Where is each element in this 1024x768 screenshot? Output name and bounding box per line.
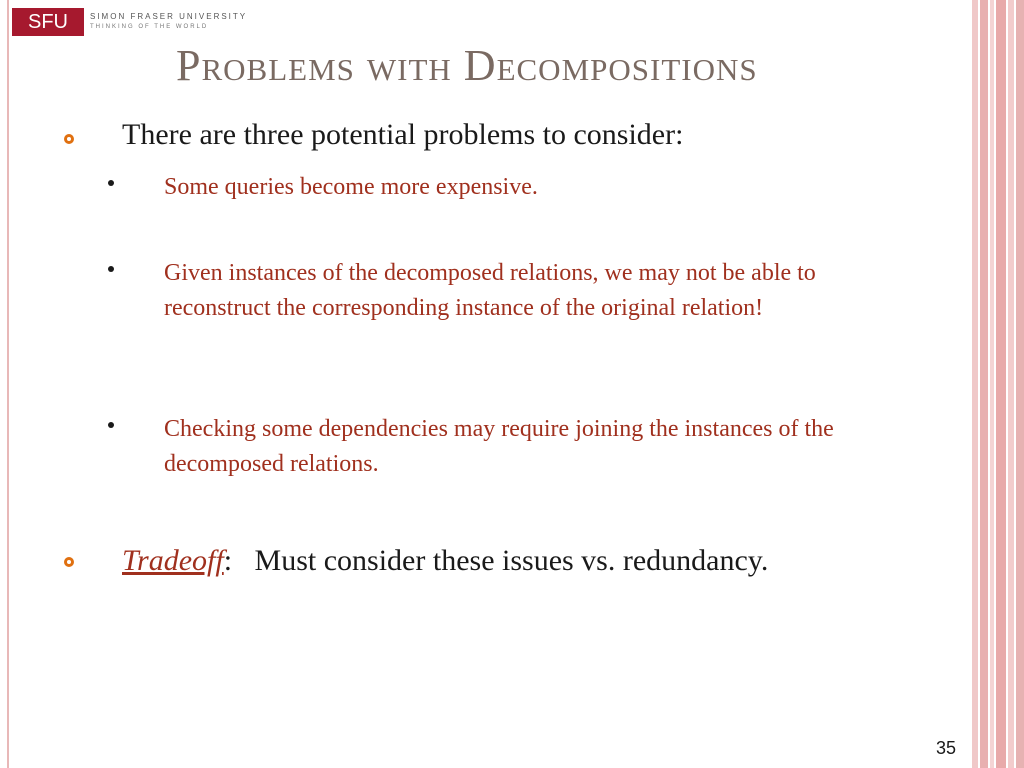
sub-bullet-text: Given instances of the decomposed relations, we may not be able to reconstruct the corresponding instance of the original relation! xyxy=(164,260,816,321)
tradeoff-term: Tradeoff xyxy=(122,544,224,577)
bullet-circle-icon xyxy=(64,134,74,144)
sfu-logo xyxy=(12,8,247,36)
university-name: SIMON FRASER UNIVERSITY xyxy=(90,12,248,21)
bullet-circle-icon xyxy=(64,557,74,567)
bullet-dot-icon xyxy=(108,422,114,428)
slide-number: 35 xyxy=(936,738,957,758)
right-decorative-stripes xyxy=(972,0,1024,768)
sfu-logo-mark: SFU xyxy=(12,8,84,36)
slide-title: Problems with Decompositions xyxy=(176,41,758,90)
tradeoff-text-block xyxy=(122,540,822,582)
bullet-dot-icon xyxy=(108,180,114,186)
sub-bullet-text: Checking some dependencies may require joining the instances of the decomposed relations. xyxy=(164,416,834,477)
university-tagline: THINKING OF THE WORLD xyxy=(90,24,209,30)
main-bullet-text: There are three potential problems to consider: xyxy=(122,118,684,151)
bullet-dot-icon xyxy=(108,266,114,272)
left-border-rule xyxy=(7,0,9,768)
sub-bullet-text: Some queries become more expensive. xyxy=(164,174,538,200)
tradeoff-colon: : xyxy=(223,544,233,577)
tradeoff-text: Must consider these issues vs. redundancy. xyxy=(254,544,769,577)
sfu-logo-text xyxy=(90,12,247,32)
